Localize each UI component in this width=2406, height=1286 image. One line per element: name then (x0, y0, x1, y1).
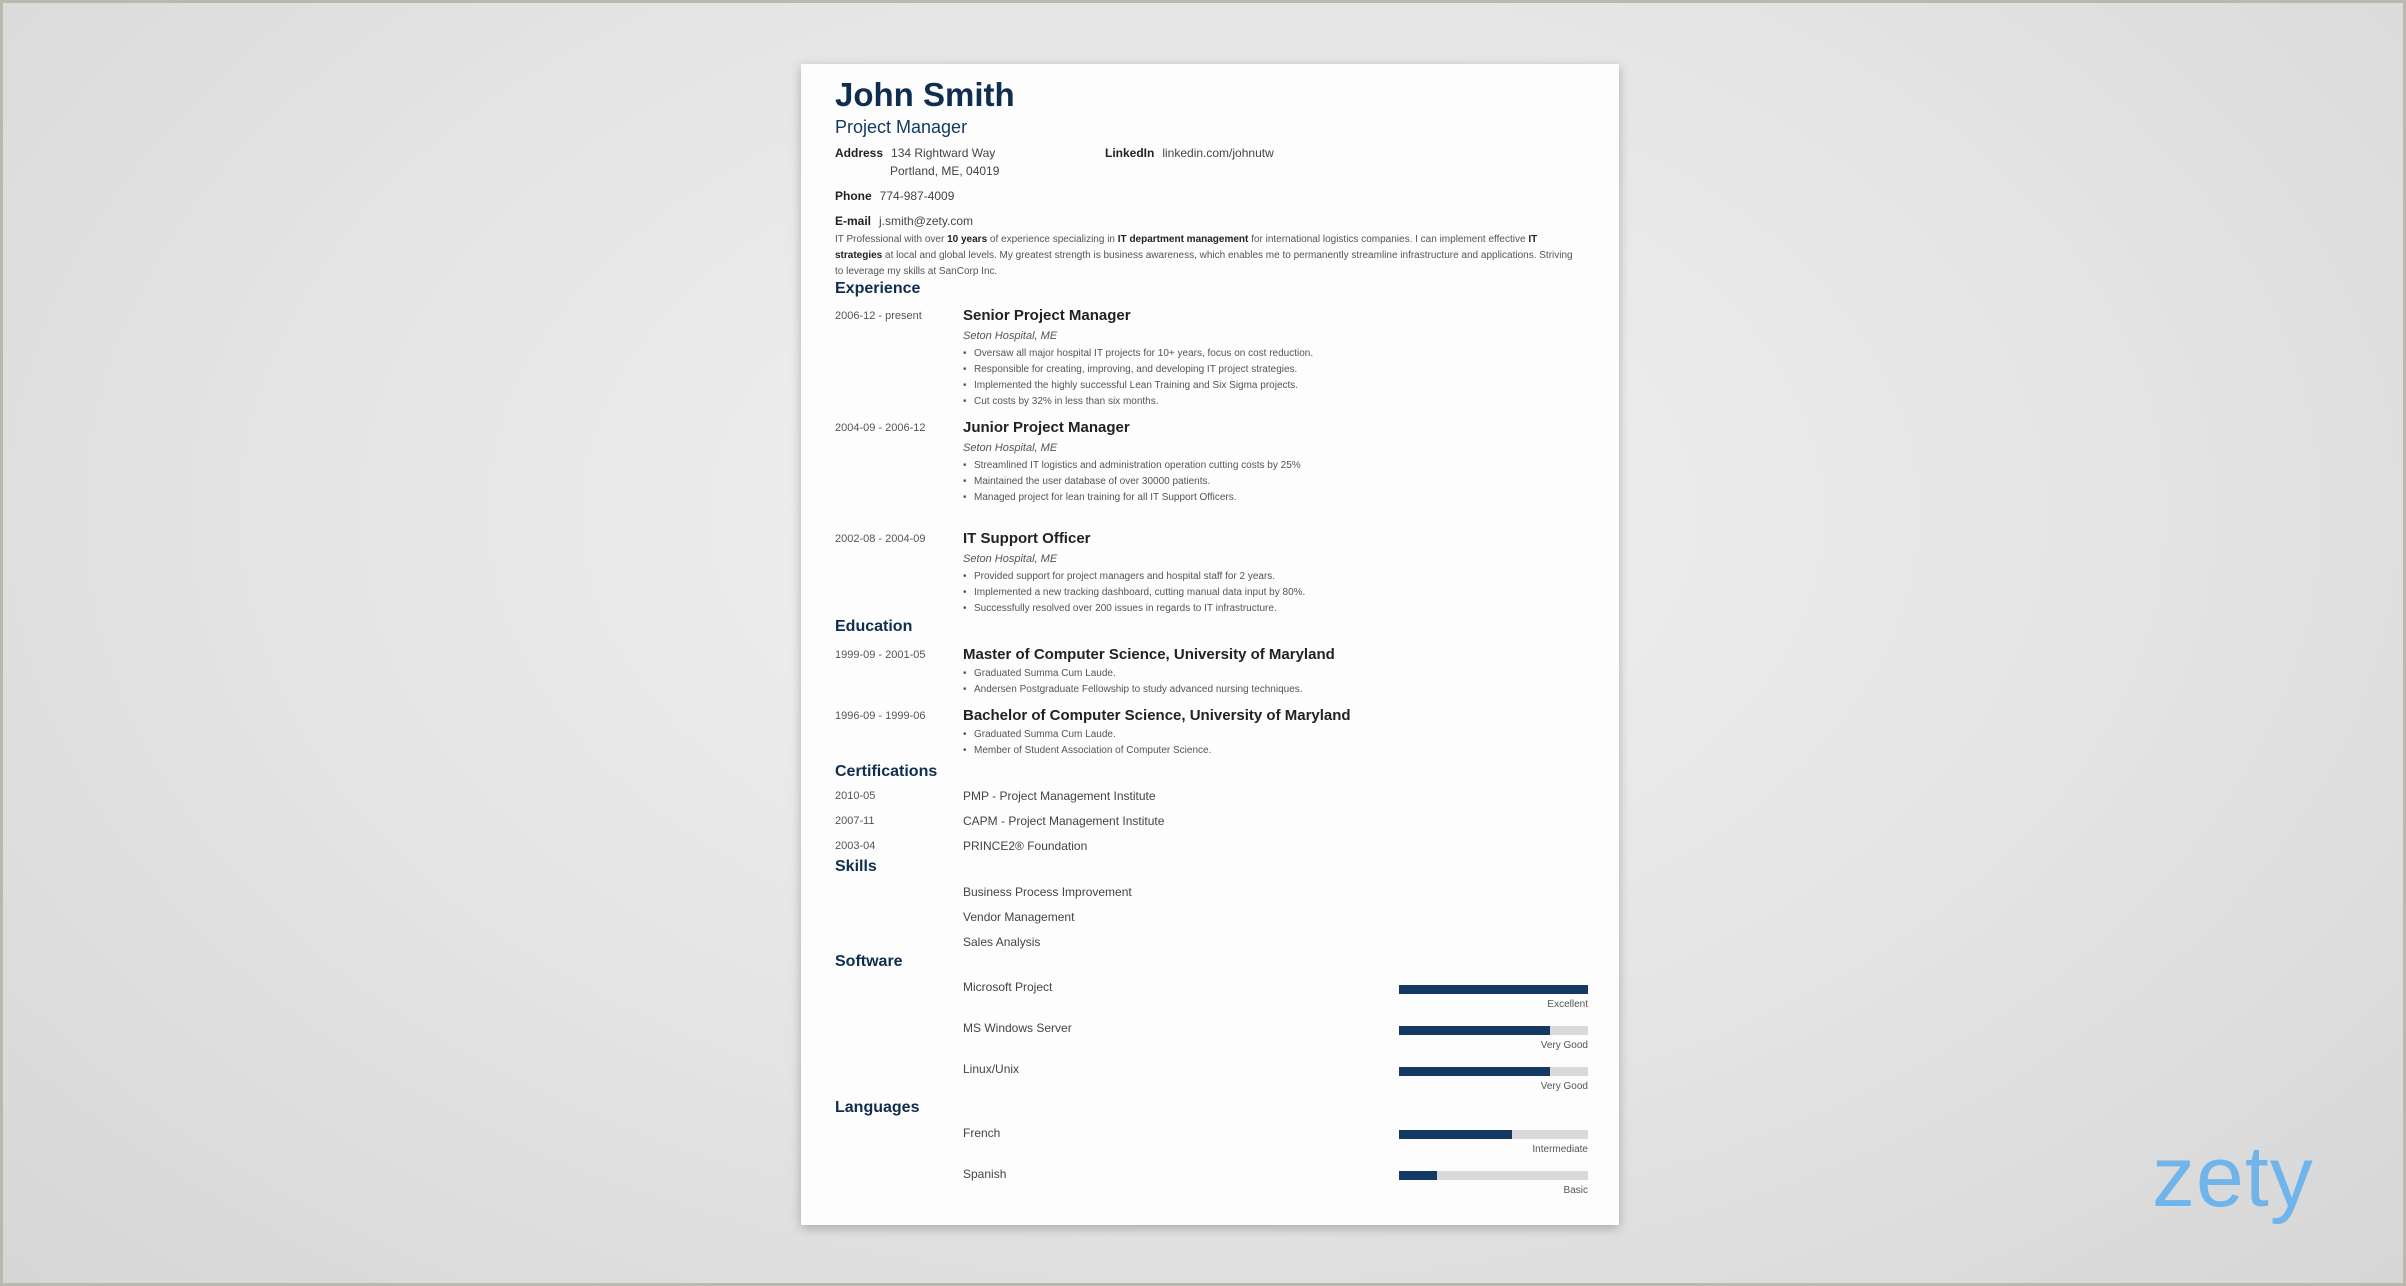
address-label: Address (835, 146, 884, 160)
list-item: • Oversaw all major hospital IT projects for 10+ years, focus on cost reduction. (963, 346, 1313, 362)
software-name: Microsoft Project (963, 980, 1053, 994)
resume-page (801, 64, 1619, 1225)
address-line2: Portland, ME, 04019 (890, 164, 1000, 178)
education-heading: Education (835, 618, 913, 635)
list-item: • Implemented the highly successful Lean Training and Six Sigma projects. (963, 378, 1313, 394)
summary-bold: IT department management (1117, 234, 1249, 245)
linkedin-label: LinkedIn (1105, 146, 1155, 160)
summary-text: at local and global levels. My greatest strength is business awareness, which enables me to permanently streamline infrastructure and applications. Striving to leverage my skills at SanCorp Inc. (835, 250, 1573, 277)
list-item: • Streamlined IT logistics and administration operation cutting costs by 25% (963, 458, 1301, 474)
list-item: • Graduated Summa Cum Laude. (963, 666, 1303, 682)
summary-text: IT Professional with over (835, 234, 948, 245)
language-level-bar (1399, 1171, 1588, 1180)
software-level-label: Very Good (1540, 1040, 1588, 1051)
job-title: Junior Project Manager (963, 419, 1130, 436)
linkedin-value: linkedin.com/johnutw (1162, 146, 1274, 160)
certification-name: CAPM - Project Management Institute (963, 814, 1165, 828)
candidate-title: Project Manager (835, 117, 968, 137)
skills-heading: Skills (835, 858, 877, 875)
candidate-name: John Smith (835, 76, 1015, 113)
languages-heading: Languages (835, 1099, 920, 1116)
level-fill (1399, 1026, 1550, 1035)
list-item: • Implemented a new tracking dashboard, cutting manual data input by 80%. (963, 585, 1305, 601)
list-item: • Graduated Summa Cum Laude. (963, 727, 1211, 743)
level-fill (1399, 1171, 1437, 1180)
education-dates: 1999-09 - 2001-05 (835, 649, 926, 661)
certification-name: PRINCE2® Foundation (963, 839, 1088, 853)
job-bullets (963, 346, 1313, 410)
summary-paragraph (835, 232, 1580, 280)
list-item: • Responsible for creating, improving, and developing IT project strategies. (963, 362, 1313, 378)
phone-value: 774-987-4009 (879, 189, 955, 203)
skill-item: Vendor Management (963, 910, 1075, 924)
list-item: • Provided support for project managers and hospital staff for 2 years. (963, 569, 1305, 585)
software-level-label: Very Good (1540, 1081, 1588, 1092)
language-name: Spanish (963, 1167, 1007, 1181)
level-fill (1399, 985, 1588, 994)
education-bullets (963, 666, 1303, 698)
job-company: Seton Hospital, ME (963, 442, 1058, 454)
address-row (835, 146, 995, 160)
level-fill (1399, 1067, 1550, 1076)
list-item: • Member of Student Association of Computer Science. (963, 743, 1211, 759)
language-level-label: Basic (1563, 1185, 1588, 1196)
phone-label: Phone (835, 189, 872, 203)
certification-date: 2010-05 (835, 790, 876, 802)
job-bullets (963, 569, 1305, 617)
software-level-bar (1399, 985, 1588, 994)
summary-text: for international logistics companies. I can implement effective (1248, 234, 1529, 245)
skill-item: Business Process Improvement (963, 885, 1132, 899)
job-dates: 2006-12 - present (835, 310, 922, 322)
list-item: • Managed project for lean training for all IT Support Officers. (963, 490, 1301, 506)
job-dates: 2002-08 - 2004-09 (835, 533, 926, 545)
software-name: Linux/Unix (963, 1062, 1020, 1076)
skill-item: Sales Analysis (963, 935, 1041, 949)
language-level-label: Intermediate (1532, 1144, 1588, 1155)
certification-name: PMP - Project Management Institute (963, 789, 1156, 803)
job-bullets (963, 458, 1301, 506)
linkedin-row (1105, 146, 1274, 160)
software-level-bar (1399, 1026, 1588, 1035)
summary-bold: 10 years (947, 234, 988, 245)
level-fill (1399, 1130, 1512, 1139)
education-degree: Bachelor of Computer Science, University of Maryland (963, 707, 1351, 724)
job-company: Seton Hospital, ME (963, 553, 1058, 565)
certification-date: 2007-11 (835, 815, 875, 827)
list-item: • Successfully resolved over 200 issues in regards to IT infrastructure. (963, 601, 1305, 617)
education-bullets (963, 727, 1211, 759)
software-level-bar (1399, 1067, 1588, 1076)
list-item: • Cut costs by 32% in less than six months. (963, 394, 1313, 410)
software-heading: Software (835, 953, 903, 970)
software-level-label: Excellent (1547, 999, 1588, 1010)
list-item: • Andersen Postgraduate Fellowship to study advanced nursing techniques. (963, 682, 1303, 698)
address-line1: 134 Rightward Way (891, 146, 996, 160)
summary-text: of experience specializing in (987, 234, 1118, 245)
list-item: • Maintained the user database of over 30000 patients. (963, 474, 1301, 490)
experience-heading: Experience (835, 280, 921, 297)
job-title: IT Support Officer (963, 530, 1091, 547)
education-dates: 1996-09 - 1999-06 (835, 710, 926, 722)
education-degree: Master of Computer Science, University of Maryland (963, 646, 1335, 663)
certification-date: 2003-04 (835, 840, 876, 852)
software-name: MS Windows Server (963, 1021, 1072, 1035)
email-label: E-mail (835, 214, 872, 228)
language-name: French (963, 1126, 1001, 1140)
job-dates: 2004-09 - 2006-12 (835, 422, 926, 434)
phone-row (835, 189, 954, 203)
job-title: Senior Project Manager (963, 307, 1131, 324)
email-row (835, 214, 973, 228)
job-company: Seton Hospital, ME (963, 330, 1058, 342)
summary-bold: IT strategies (835, 234, 1538, 261)
certifications-heading: Certifications (835, 763, 938, 780)
zety-logo: zety (2152, 1129, 2314, 1225)
language-level-bar (1399, 1130, 1588, 1139)
email-value: j.smith@zety.com (879, 214, 973, 228)
